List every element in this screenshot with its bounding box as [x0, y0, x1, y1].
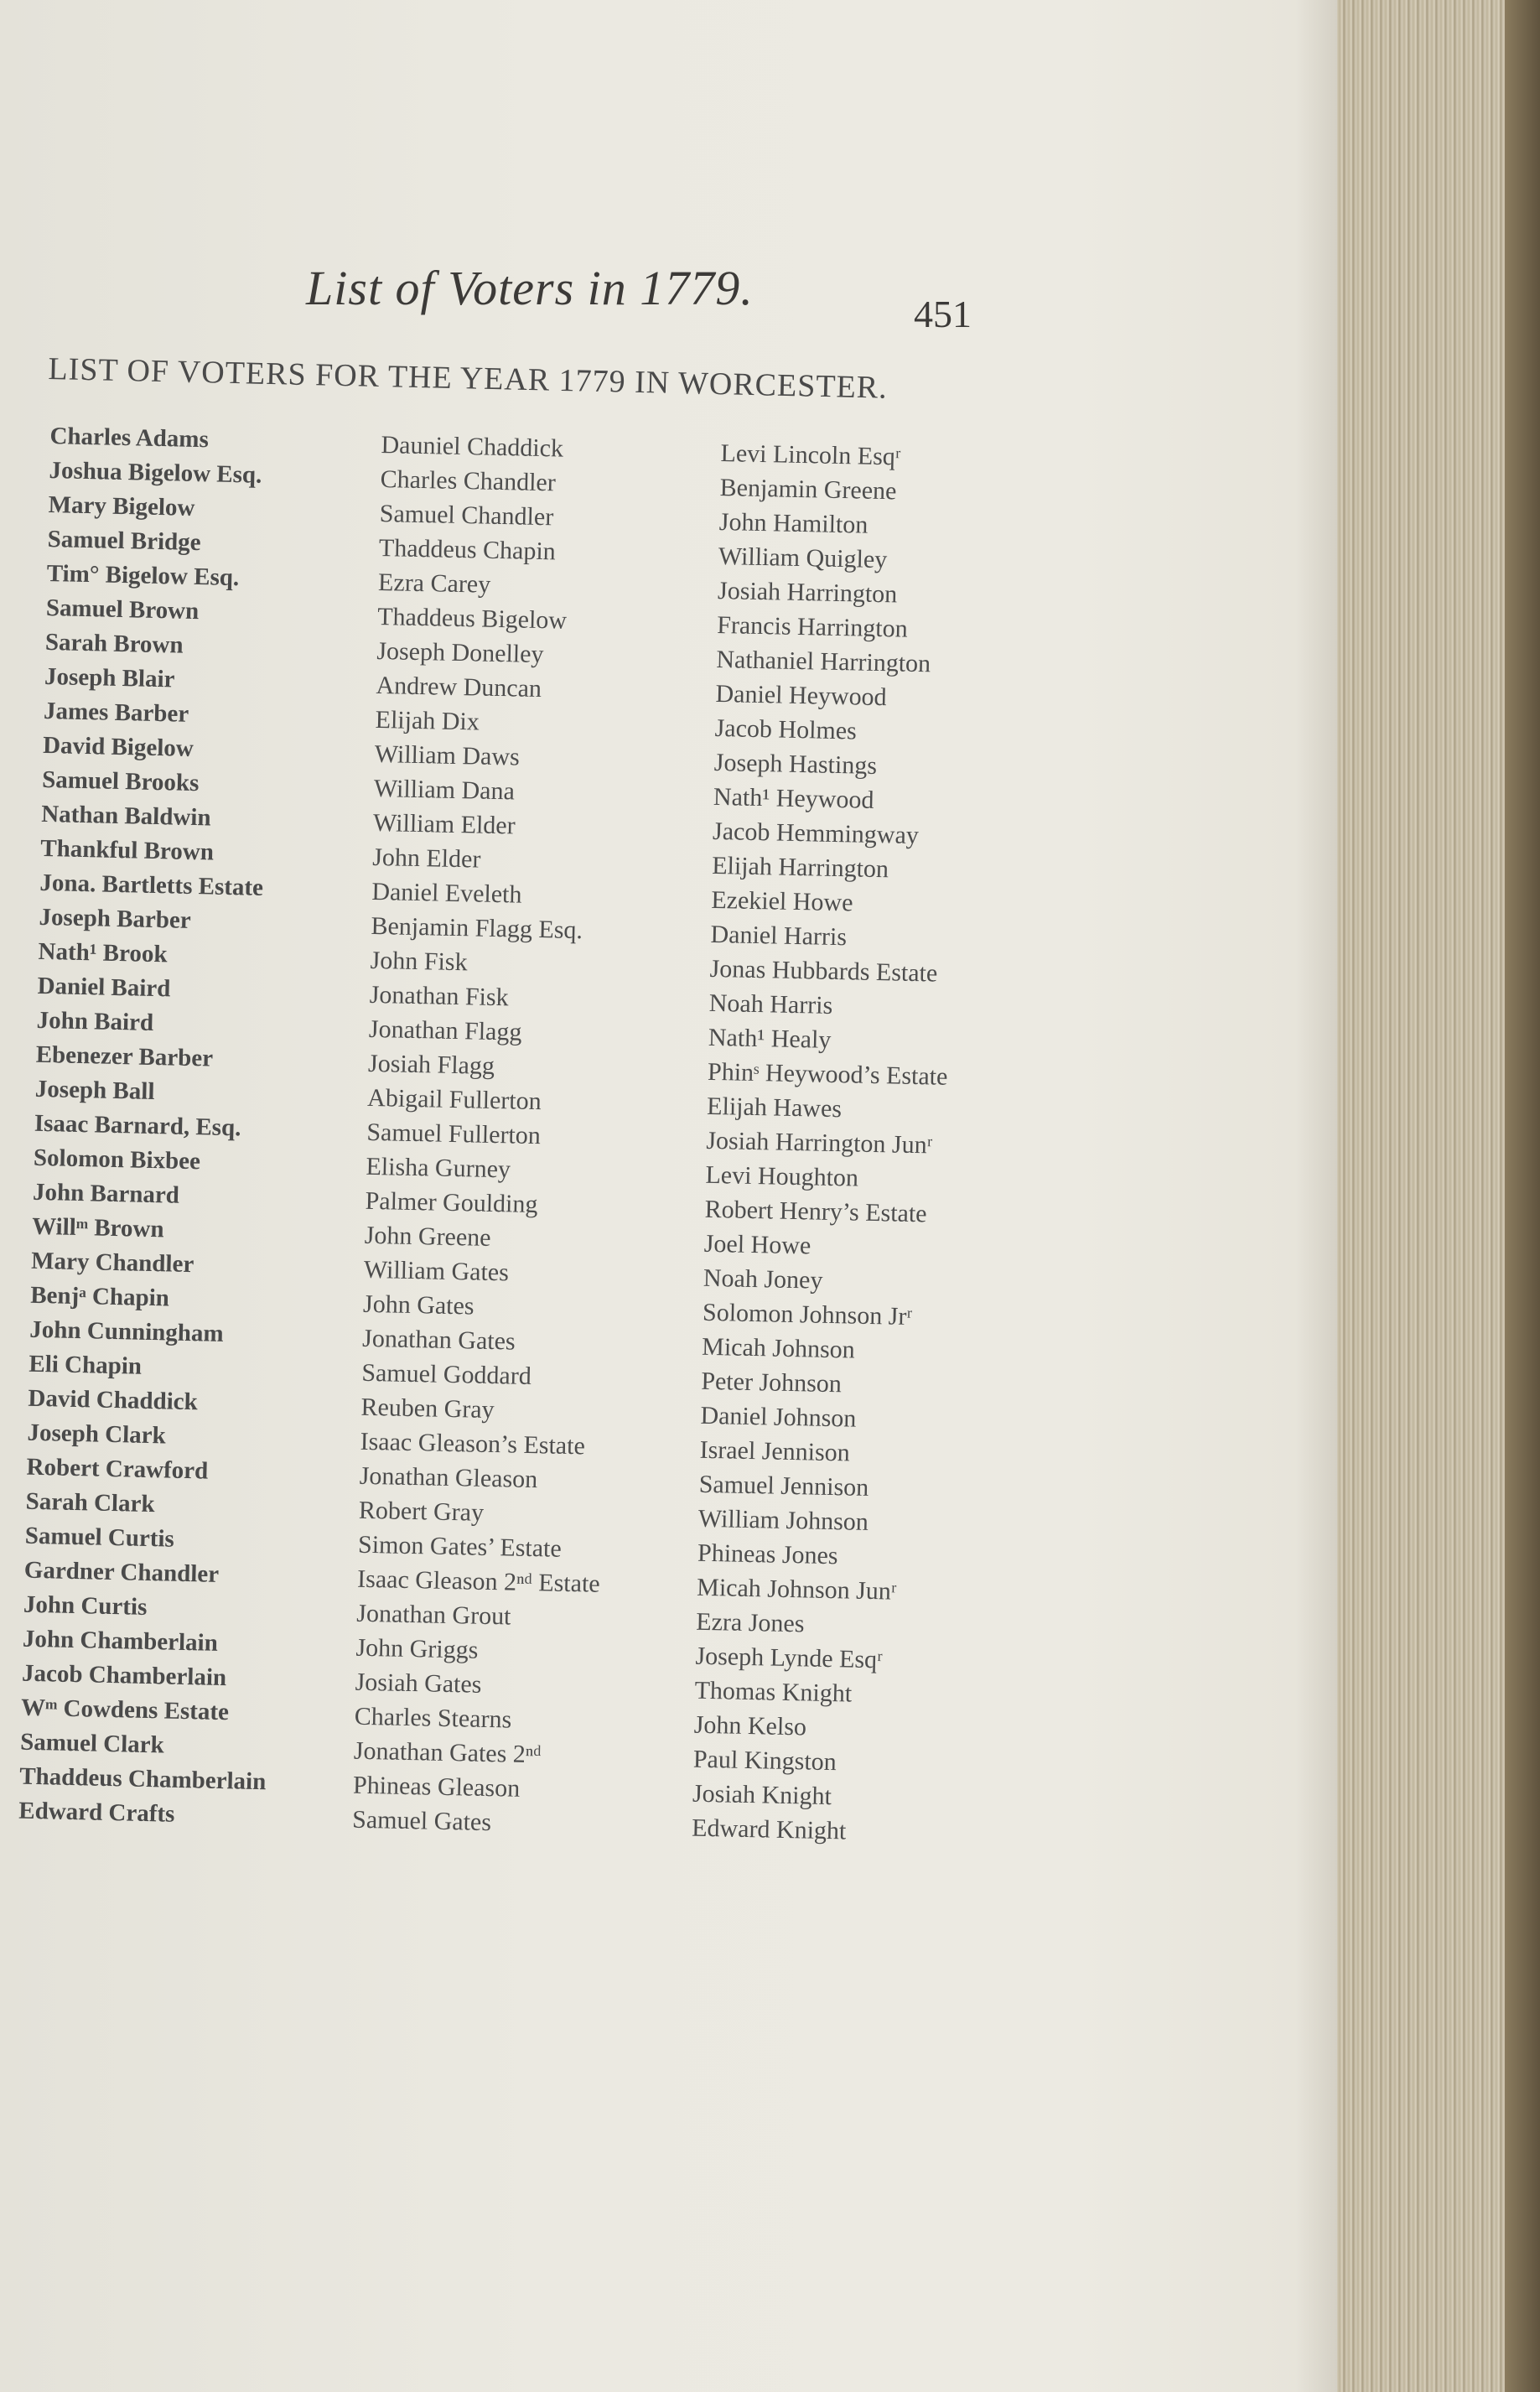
- voter-name: Isaac Gleason’s Estate: [360, 1427, 586, 1461]
- voter-name: Thaddeus Bigelow: [376, 602, 568, 635]
- voter-name: Noah Joney: [703, 1263, 823, 1295]
- voter-name: Thankful Brown: [40, 834, 215, 866]
- voter-name: Jonathan Fisk: [369, 980, 509, 1012]
- voter-name: Levi Houghton: [705, 1160, 859, 1192]
- voter-name: Samuel Brown: [45, 594, 200, 625]
- voter-name: Samuel Chandler: [379, 499, 554, 532]
- voter-name: John Gates: [362, 1289, 474, 1321]
- voter-column-2: [352, 428, 625, 1842]
- voter-name: Joseph Hastings: [713, 748, 878, 780]
- voter-name: Levi Lincoln Esqʳ: [720, 438, 901, 471]
- voter-name: William Gates: [363, 1255, 510, 1287]
- voter-name: William Daws: [374, 739, 521, 771]
- voter-name: Ezekiel Howe: [711, 885, 853, 917]
- voter-name: Samuel Brooks: [41, 765, 200, 797]
- page-gutter-shadow: [1295, 0, 1341, 2392]
- running-header-title: List of Voters in 1779.: [306, 261, 754, 315]
- voter-name: Thaddeus Chapin: [378, 533, 557, 566]
- voter-name: Jona. Bartletts Estate: [39, 869, 264, 901]
- voter-name: Edward Crafts: [18, 1797, 175, 1828]
- voter-name: Reuben Gray: [360, 1393, 495, 1424]
- voter-name: Robert Crawford: [26, 1453, 209, 1485]
- voter-name: Ezra Jones: [696, 1607, 805, 1638]
- voter-name: Benjamin Greene: [719, 473, 897, 506]
- voter-name: Daniel Eveleth: [371, 877, 522, 909]
- voter-name: David Bigelow: [42, 731, 194, 762]
- voter-name: Mary Chandler: [30, 1247, 194, 1279]
- voter-name: Benjamin Flagg Esq.: [371, 911, 583, 945]
- voter-name: William Dana: [373, 774, 516, 806]
- voter-name: Phineas Jones: [697, 1538, 838, 1570]
- voter-name: Joseph Barber: [39, 903, 192, 934]
- voter-name: Jacob Holmes: [714, 713, 858, 745]
- voter-name: Samuel Bridge: [47, 525, 201, 557]
- voter-name: Josiah Harrington: [717, 576, 898, 609]
- voter-name: John Hamilton: [718, 507, 869, 539]
- voter-name: Peter Johnson: [701, 1367, 843, 1398]
- voter-name: Jacob Chamberlain: [21, 1659, 227, 1692]
- list-heading: LIST OF VOTERS FOR THE YEAR 1779 IN WORCESTER.: [48, 350, 889, 406]
- voter-name: Thaddeus Chamberlain: [18, 1762, 267, 1796]
- voter-name: Micah Johnson Junʳ: [696, 1573, 897, 1606]
- voter-name: Joseph Donelley: [376, 636, 544, 669]
- voter-name: Benjᵃ Chapin: [29, 1281, 170, 1312]
- voter-name: John Greene: [364, 1221, 491, 1252]
- voter-name: William Johnson: [697, 1504, 869, 1536]
- voter-name: Simon Gates’ Estate: [357, 1530, 563, 1563]
- voter-name: Nath¹ Healy: [708, 1023, 832, 1054]
- voter-name: Joel Howe: [703, 1229, 811, 1260]
- voter-name: Joseph Ball: [34, 1075, 155, 1106]
- voter-name: Nath¹ Heywood: [713, 782, 874, 814]
- voter-name: Solomon Bixbee: [33, 1144, 201, 1175]
- voter-name: Daniel Harris: [710, 920, 848, 952]
- voter-name: Daniel Johnson: [700, 1401, 857, 1433]
- voter-name: Sarah Brown: [44, 628, 184, 659]
- voter-name: Wᵐ Cowdens Estate: [20, 1694, 230, 1726]
- voter-name: Solomon Johnson Jrʳ: [702, 1298, 913, 1331]
- voter-name: Joshua Bigelow Esq.: [49, 456, 262, 489]
- voter-name: Robert Gray: [358, 1496, 485, 1527]
- voter-name: Edward Knight: [691, 1813, 847, 1845]
- voter-name: Isaac Barnard, Esq.: [34, 1109, 241, 1142]
- voter-name: Jonas Hubbards Estate: [709, 954, 938, 988]
- voter-name: Israel Jennison: [699, 1435, 851, 1467]
- voter-column-3: [692, 436, 962, 1850]
- voter-name: Eli Chapin: [29, 1350, 143, 1380]
- voter-name: Joseph Blair: [44, 662, 175, 693]
- voter-name: Samuel Goddard: [361, 1358, 532, 1390]
- voter-name: Elijah Harrington: [711, 851, 889, 884]
- voter-name: Nathan Baldwin: [40, 800, 211, 832]
- voter-name: John Barnard: [32, 1178, 180, 1209]
- voter-name: Josiah Harrington Junʳ: [706, 1126, 933, 1160]
- voter-name: John Curtis: [23, 1590, 148, 1621]
- voter-name: Samuel Gates: [351, 1805, 492, 1837]
- voter-name: Jonathan Grout: [356, 1599, 511, 1631]
- voter-name: Elijah Dix: [375, 705, 480, 736]
- voter-name: Nathaniel Harrington: [716, 645, 931, 678]
- voter-name: Ebenezer Barber: [35, 1040, 214, 1072]
- voter-name: Tim° Bigelow Esq.: [46, 559, 240, 592]
- voter-name: John Griggs: [355, 1633, 479, 1664]
- voter-name: Charles Adams: [49, 422, 210, 454]
- voter-name: Micah Johnson: [701, 1332, 856, 1364]
- voter-name: Thomas Knight: [694, 1676, 853, 1708]
- voter-name: Gardner Chandler: [23, 1556, 220, 1588]
- voter-name: Jonathan Gates 2ⁿᵈ: [353, 1736, 542, 1769]
- voter-name: Jacob Hemmingway: [712, 817, 920, 850]
- voter-name: Jonathan Gates: [361, 1324, 516, 1356]
- voter-name: Robert Henry’s Estate: [704, 1195, 927, 1228]
- page-number: 451: [914, 293, 972, 335]
- voter-name: Charles Chandler: [380, 464, 557, 497]
- voter-name: Phineas Gleason: [352, 1771, 521, 1803]
- voter-name: Palmer Goulding: [365, 1186, 538, 1219]
- voter-name: Josiah Flagg: [367, 1049, 495, 1080]
- voter-name: Samuel Fullerton: [366, 1118, 542, 1150]
- voter-name: Charles Stearns: [354, 1702, 512, 1734]
- book-cover-edge: [1505, 0, 1540, 2392]
- voter-name: Andrew Duncan: [376, 671, 542, 703]
- voter-name: Daniel Heywood: [715, 679, 887, 712]
- voter-name: Elijah Hawes: [706, 1092, 843, 1123]
- voter-name: Jonathan Gleason: [359, 1461, 538, 1494]
- voter-name: William Elder: [372, 808, 516, 840]
- voter-name: Jonathan Flagg: [368, 1014, 522, 1046]
- voter-name: Elisha Gurney: [366, 1152, 511, 1184]
- voter-name: John Elder: [371, 843, 481, 874]
- voter-name: John Cunningham: [29, 1315, 224, 1347]
- voter-name: John Chamberlain: [22, 1625, 219, 1657]
- voter-name: James Barber: [43, 697, 189, 728]
- voter-name: Francis Harrington: [716, 610, 909, 643]
- voter-name: Ezra Carey: [377, 568, 491, 599]
- voter-name: Daniel Baird: [37, 972, 171, 1003]
- voter-name: Josiah Knight: [692, 1779, 832, 1811]
- voter-column-1: [18, 419, 297, 1834]
- voter-name: Isaac Gleason 2ⁿᵈ Estate: [356, 1564, 601, 1598]
- voter-name: Samuel Curtis: [24, 1522, 175, 1553]
- voter-name: Nath¹ Brook: [38, 937, 168, 968]
- voter-name: Phinˢ Heywood’s Estate: [707, 1057, 948, 1091]
- voter-name: John Fisk: [370, 946, 468, 977]
- voter-name: Mary Bigelow: [48, 490, 195, 521]
- voter-name: Samuel Jennison: [698, 1470, 869, 1502]
- voter-name: Joseph Clark: [27, 1419, 167, 1450]
- voter-name: Dauniel Chaddick: [381, 430, 564, 463]
- voter-name: Noah Harris: [708, 988, 833, 1020]
- voter-name: Abigail Fullerton: [366, 1083, 542, 1116]
- voter-name: John Baird: [36, 1006, 154, 1036]
- voter-name: John Kelso: [693, 1710, 807, 1741]
- voter-name: Sarah Clark: [25, 1487, 155, 1518]
- voter-name: Joseph Lynde Esqʳ: [695, 1642, 883, 1674]
- voter-name: David Chaddick: [28, 1384, 199, 1416]
- voter-name: Josiah Gates: [355, 1668, 482, 1699]
- voter-name: William Quigley: [718, 542, 888, 574]
- voter-name: Willᵐ Brown: [31, 1212, 164, 1243]
- voter-name: Samuel Clark: [19, 1728, 165, 1759]
- voter-name: Paul Kingston: [692, 1745, 837, 1777]
